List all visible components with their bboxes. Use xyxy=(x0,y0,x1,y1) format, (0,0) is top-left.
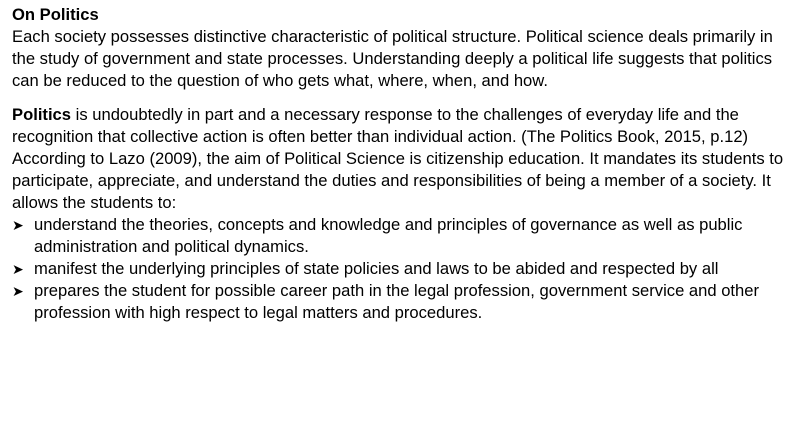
politics-paragraph xyxy=(12,104,787,214)
arrow-bullet-icon: ➤ xyxy=(12,217,24,233)
list-item-text: prepares the student for possible career path in the legal profession, government service and other profession with high respect to legal matters and procedures. xyxy=(34,281,760,322)
list-item-text: manifest the underlying principles of state policies and laws to be abided and respected by all xyxy=(34,259,719,278)
list-item-text: understand the theories, concepts and knowledge and principles of governance as well as public administration and political dynamics. xyxy=(34,215,743,256)
arrow-bullet-icon: ➤ xyxy=(12,283,24,299)
politics-paragraph-text: is undoubtedly in part and a necessary response to the challenges of everyday life and the recognition that collective action is often better than individual action. (The Politics Book, 2015, p.12) According to Lazo (2009), the aim of Political Science is citizenship education. It mandates its students to participate, appreciate, and understand the duties and responsibilities of being a member of a society. It allows the students to: xyxy=(12,105,784,212)
list-item xyxy=(12,258,787,280)
list-item xyxy=(12,214,787,258)
intro-paragraph: Each society possesses distinctive characteristic of political structure. Political science deals primarily in the study of government and state processes. Understanding deeply a political life suggests that politics can be reduced to the question of who gets what, where, when, and how. xyxy=(12,27,773,90)
section-heading: On Politics xyxy=(12,5,99,24)
objectives-list xyxy=(12,214,787,324)
arrow-bullet-icon: ➤ xyxy=(12,261,24,277)
list-item xyxy=(12,280,787,324)
politics-term: Politics xyxy=(12,105,72,124)
